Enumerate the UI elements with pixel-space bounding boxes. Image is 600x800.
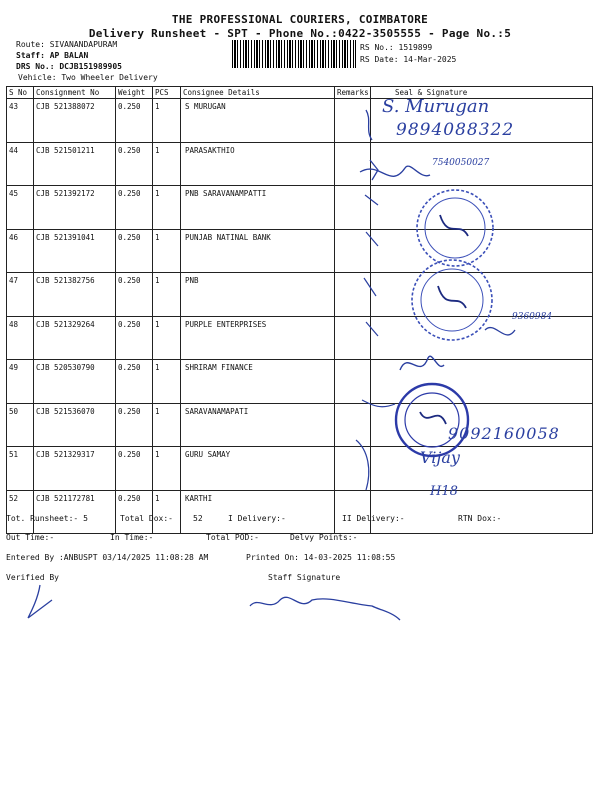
verified-signature bbox=[28, 585, 52, 618]
header-consignee: Consignee Details bbox=[181, 87, 335, 99]
header-consignment: Consignment No bbox=[34, 87, 116, 99]
i-delivery: I Delivery:- bbox=[228, 514, 286, 523]
cell-consignee: PURPLE ENTERPRISES bbox=[181, 316, 335, 360]
cell-pcs: 1 bbox=[153, 99, 181, 143]
vehicle-line bbox=[18, 73, 158, 82]
cell-consignee: S MURUGAN bbox=[181, 99, 335, 143]
cell-consignment: CJB 521391041 bbox=[34, 229, 116, 273]
staff-signature-label: Staff Signature bbox=[268, 573, 341, 582]
ii-delivery: II Delivery:- bbox=[342, 514, 405, 523]
header-seal-signature: Seal & Signature bbox=[371, 87, 593, 99]
table-row bbox=[7, 229, 593, 273]
cell-consignment: CJB 521172781 bbox=[34, 490, 116, 534]
cell-remarks bbox=[335, 229, 371, 273]
route-value: SIVANANDAPURAM bbox=[49, 40, 118, 49]
barcode bbox=[232, 40, 356, 68]
cell-signature bbox=[371, 447, 593, 491]
handwritten-name-vijay: Vijay bbox=[420, 448, 460, 467]
cell-weight: 0.250 bbox=[116, 403, 153, 447]
handwritten-mark: H18 bbox=[430, 484, 458, 499]
table-row bbox=[7, 360, 593, 404]
cell-consignee: SARAVANAMAPATI bbox=[181, 403, 335, 447]
cell-signature bbox=[371, 360, 593, 404]
cell-signature bbox=[371, 273, 593, 317]
cell-remarks bbox=[335, 142, 371, 186]
cell-weight: 0.250 bbox=[116, 316, 153, 360]
cell-signature bbox=[371, 316, 593, 360]
handwritten-number-2: 7540050027 bbox=[432, 158, 490, 168]
cell-weight: 0.250 bbox=[116, 186, 153, 230]
cell-sno: 51 bbox=[7, 447, 34, 491]
cell-pcs: 1 bbox=[153, 186, 181, 230]
cell-consignee: SHRIRAM FINANCE bbox=[181, 360, 335, 404]
handwritten-phone-1: 9894088322 bbox=[396, 120, 515, 140]
cell-remarks bbox=[335, 316, 371, 360]
cell-sno: 47 bbox=[7, 273, 34, 317]
table-row bbox=[7, 273, 593, 317]
staff-value: AP BALAN bbox=[49, 51, 89, 60]
route-label: Route: bbox=[16, 40, 45, 49]
cell-pcs: 1 bbox=[153, 142, 181, 186]
cell-consignment: CJB 521392172 bbox=[34, 186, 116, 230]
staff-signature bbox=[250, 597, 400, 620]
out-time: Out Time:- bbox=[6, 533, 55, 542]
table-row bbox=[7, 447, 593, 491]
cell-consignee: PNB SARAVANAMPATTI bbox=[181, 186, 335, 230]
cell-remarks bbox=[335, 447, 371, 491]
cell-consignment: CJB 521536070 bbox=[34, 403, 116, 447]
cell-consignee: PARASAKTHIO bbox=[181, 142, 335, 186]
table-row bbox=[7, 316, 593, 360]
drs-value: DCJB151989905 bbox=[59, 62, 122, 71]
in-time: In Time:- bbox=[110, 533, 154, 542]
vehicle-label: Vehicle: bbox=[18, 73, 57, 82]
table-row bbox=[7, 186, 593, 230]
total-pod: Total POD:- bbox=[206, 533, 259, 542]
cell-consignment: CJB 521382756 bbox=[34, 273, 116, 317]
cell-sno: 44 bbox=[7, 142, 34, 186]
rs-number: RS No.: 1519899 bbox=[360, 43, 433, 52]
cell-remarks bbox=[335, 99, 371, 143]
cell-pcs: 1 bbox=[153, 447, 181, 491]
cell-consignment: CJB 521501211 bbox=[34, 142, 116, 186]
header-remarks: Remarks bbox=[335, 87, 371, 99]
cell-remarks bbox=[335, 273, 371, 317]
cell-pcs: 1 bbox=[153, 316, 181, 360]
cell-consignment: CJB 520530790 bbox=[34, 360, 116, 404]
total-dox-label: Total Dox:- bbox=[120, 514, 173, 523]
cell-weight: 0.250 bbox=[116, 360, 153, 404]
cell-sno: 43 bbox=[7, 99, 34, 143]
tot-runsheet: Tot. Runsheet:- 5 bbox=[6, 514, 88, 523]
cell-consignee: KARTHI bbox=[181, 490, 335, 534]
cell-pcs: 1 bbox=[153, 490, 181, 534]
table-header-row bbox=[7, 87, 593, 99]
cell-weight: 0.250 bbox=[116, 229, 153, 273]
staff-label: Staff: bbox=[16, 51, 45, 60]
drs-label: DRS No.: bbox=[16, 62, 55, 71]
delvy-points: Delvy Points:- bbox=[290, 533, 358, 542]
table-row bbox=[7, 142, 593, 186]
company-title: THE PROFESSIONAL COURIERS, COIMBATORE bbox=[171, 13, 429, 26]
drs-line bbox=[16, 62, 122, 71]
printed-on: Printed On: 14-03-2025 11:08:55 bbox=[246, 553, 396, 562]
cell-pcs: 1 bbox=[153, 229, 181, 273]
handwritten-number-3: 9360984 bbox=[512, 312, 553, 322]
handwritten-name-murugan: S. Murugan bbox=[382, 96, 490, 117]
runsheet-subtitle: Delivery Runsheet - SPT - Phone No.:0422-3505555 - Page No.:5 bbox=[88, 27, 512, 40]
header-weight: Weight bbox=[116, 87, 153, 99]
cell-consignment: CJB 521329264 bbox=[34, 316, 116, 360]
cell-consignee: PUNJAB NATINAL BANK bbox=[181, 229, 335, 273]
cell-pcs: 1 bbox=[153, 403, 181, 447]
cell-sno: 45 bbox=[7, 186, 34, 230]
cell-weight: 0.250 bbox=[116, 490, 153, 534]
route-line bbox=[16, 40, 117, 49]
cell-consignment: CJB 521388072 bbox=[34, 99, 116, 143]
runsheet-table bbox=[6, 86, 593, 534]
cell-signature bbox=[371, 490, 593, 534]
table-row bbox=[7, 490, 593, 534]
cell-remarks bbox=[335, 403, 371, 447]
header-pcs: PCS bbox=[153, 87, 181, 99]
cell-sno: 49 bbox=[7, 360, 34, 404]
cell-sno: 48 bbox=[7, 316, 34, 360]
verified-by: Verified By bbox=[6, 573, 59, 582]
rs-date: RS Date: 14-Mar-2025 bbox=[360, 55, 457, 64]
cell-consignee: PNB bbox=[181, 273, 335, 317]
cell-sno: 52 bbox=[7, 490, 34, 534]
header-sno: S No bbox=[7, 87, 34, 99]
total-dox-value: 52 bbox=[193, 514, 203, 523]
cell-weight: 0.250 bbox=[116, 447, 153, 491]
cell-pcs: 1 bbox=[153, 360, 181, 404]
handwritten-phone-2: 9092160058 bbox=[448, 424, 560, 443]
cell-remarks bbox=[335, 186, 371, 230]
entered-by: Entered By :ANBUSPT 03/14/2025 11:08:28 AM bbox=[6, 553, 209, 562]
cell-remarks bbox=[335, 490, 371, 534]
cell-remarks bbox=[335, 360, 371, 404]
cell-sno: 46 bbox=[7, 229, 34, 273]
rtn-dox: RTN Dox:- bbox=[458, 514, 502, 523]
cell-weight: 0.250 bbox=[116, 142, 153, 186]
cell-consignee: GURU SAMAY bbox=[181, 447, 335, 491]
cell-sno: 50 bbox=[7, 403, 34, 447]
cell-consignment: CJB 521329317 bbox=[34, 447, 116, 491]
cell-signature bbox=[371, 186, 593, 230]
cell-weight: 0.250 bbox=[116, 99, 153, 143]
cell-signature bbox=[371, 229, 593, 273]
cell-pcs: 1 bbox=[153, 273, 181, 317]
vehicle-value: Two Wheeler Delivery bbox=[61, 73, 158, 82]
cell-weight: 0.250 bbox=[116, 273, 153, 317]
staff-line bbox=[16, 51, 88, 60]
